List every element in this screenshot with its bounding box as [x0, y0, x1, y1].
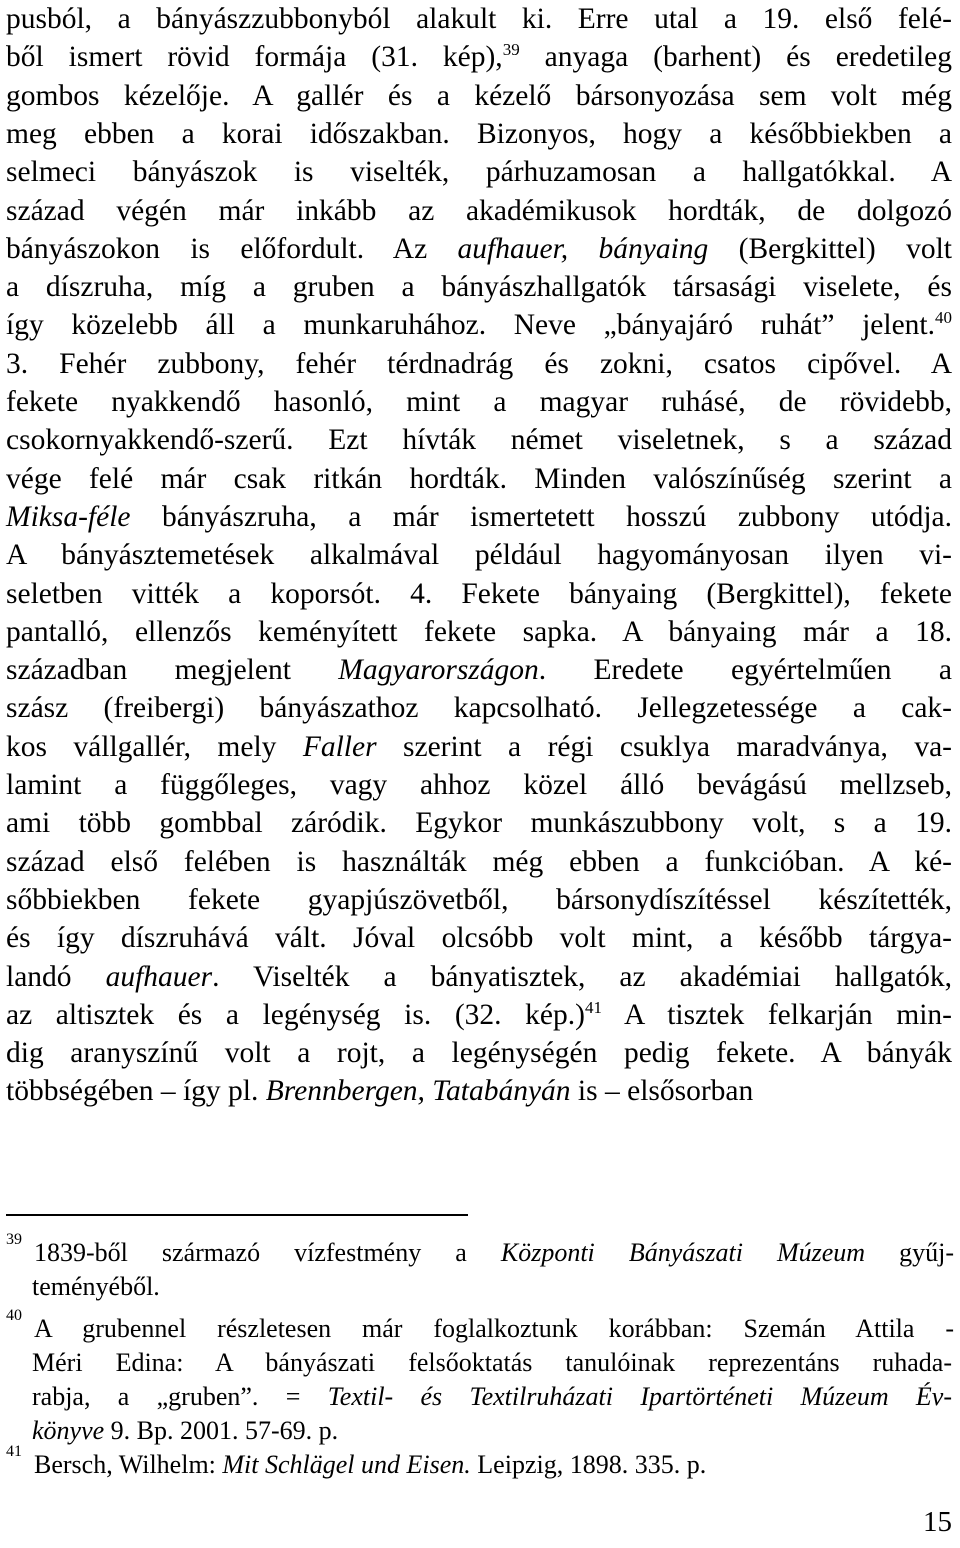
text-segment: meg ebben a korai időszakban. Bizonyos, hogy a későbbiekben a — [6, 117, 952, 150]
footnote-line — [32, 1346, 952, 1380]
body-line — [6, 689, 952, 727]
text-segment: vége felé már csak ritkán hordták. Minden valószínűség szerint a — [6, 462, 952, 495]
body-line — [6, 192, 952, 230]
text-segment: teményéből. — [32, 1272, 160, 1301]
text-segment: ami több gombbal záródik. Egykor munkászubbony volt, s a 19. — [6, 807, 952, 840]
text-segment: században megjelent — [6, 654, 339, 687]
text-segment: század végén már inkább az akadémikusok hordták, de dolgozó — [6, 194, 952, 227]
italic-text: Textil- és Textilruházati Ipartörténeti Múzeum Év- — [327, 1382, 952, 1411]
text-segment: A bányásztemetések alkalmával például hagyományosan ilyen vi- — [6, 539, 952, 572]
text-segment: . Eredete egyértelműen a — [538, 654, 952, 687]
text-segment: selmeci bányászok is viselték, párhuzamosan a hallgatókkal. A — [6, 156, 952, 189]
italic-text: Brennbergen, Tatabányán — [265, 1075, 571, 1108]
text-segment: bányászokon is előfordult. Az — [6, 232, 458, 265]
text-segment: szerint a régi csuklya maradványa, va- — [376, 730, 952, 763]
italic-text: aufhauer — [105, 960, 213, 993]
footnote-line — [32, 1270, 952, 1304]
text-segment: kos vállgallér, mely — [6, 730, 303, 763]
body-line — [6, 383, 952, 421]
text-segment: a díszruha, míg a gruben a bányászhallgatók társasági viselete, és — [6, 271, 952, 304]
italic-text: Mit Schlägel und Eisen. — [222, 1450, 471, 1479]
text-segment: seletben vitték a koporsót. 4. Fekete bányaing (Bergkittel), fekete — [6, 577, 952, 610]
body-line — [6, 230, 952, 268]
text-segment: az altisztek és a legénység is. (32. kép.) — [6, 998, 585, 1031]
text-segment: gombos kézelője. A gallér és a kézelő bársonyozása sem volt még — [6, 79, 952, 112]
body-line — [6, 0, 952, 38]
text-segment: pusból, a bányászzubbonyból alakult ki. Erre utal a 19. első felé- — [6, 3, 952, 35]
text-segment: 9. Bp. 2001. 57-69. p. — [104, 1416, 339, 1445]
italic-text: könyve — [32, 1416, 105, 1445]
text-segment: gyűj- — [865, 1238, 955, 1267]
text-segment: szász (freibergi) bányászathoz kapcsolható. Jellegzetessége a cak- — [6, 692, 952, 725]
body-line — [6, 306, 952, 344]
page-number: 15 — [923, 1506, 952, 1538]
footnote-number: 41 — [6, 1443, 22, 1460]
body-line — [6, 728, 952, 766]
body-line — [6, 38, 952, 76]
body-line — [6, 268, 952, 306]
text-segment: 3. Fehér zubbony, fehér térdnadrág és zokni, csatos cipővel. A — [6, 347, 952, 380]
text-segment: anyaga (barhent) és eredetileg — [519, 41, 952, 74]
body-line — [6, 613, 952, 651]
italic-text: Faller — [302, 730, 377, 763]
text-segment: lamint a függőleges, vagy ahhoz közel álló bevágású mellzseb, — [6, 769, 952, 801]
text-segment: . Viselték a bányatisztek, az akadémiai hallgatók, — [212, 960, 953, 993]
text-segment: 1839-ből származó vízfestmény a — [34, 1238, 501, 1267]
text-segment: A tisztek felkarján min- — [601, 998, 952, 1031]
body-line — [6, 843, 952, 881]
text-segment: pantalló, ellenzős keményített fekete sapka. A bányaing már a 18. — [6, 615, 952, 648]
body-line — [6, 651, 952, 689]
text-segment: A grubennel részletesen már foglalkoztunk korábban: Szemán Attila - — [34, 1314, 954, 1343]
footnote-line — [34, 1312, 954, 1346]
text-segment: dig aranyszínű volt a rojt, a legénységén pedig fekete. A bányák — [6, 1037, 952, 1070]
body-line — [6, 345, 952, 383]
italic-text: aufhauer, bányaing — [457, 232, 709, 265]
text-segment: Méri Edina: A bányászati felsőoktatás tanulóinak reprezentáns ruhada- — [32, 1348, 952, 1377]
text-segment: század első felében is használták még ebben a funkcióban. A ké- — [6, 845, 952, 878]
italic-text: Központi Bányászati Múzeum — [500, 1238, 866, 1267]
text-segment: bányászruha, a már ismertetett hosszú zubbony utódja. — [130, 500, 952, 533]
footnote-line — [32, 1380, 952, 1414]
text-segment: fekete nyakkendő hasonló, mint a magyar ruhásé, de rövidebb, — [6, 386, 952, 418]
italic-text: Magyarországon — [338, 654, 539, 687]
body-line — [6, 460, 952, 498]
footnote-line — [34, 1236, 954, 1270]
body-line — [6, 575, 952, 613]
text-segment: Bersch, Wilhelm: — [34, 1450, 223, 1479]
body-line — [6, 77, 952, 115]
body-line — [6, 804, 952, 842]
footnote-number: 39 — [6, 1231, 22, 1248]
body-line — [6, 919, 952, 957]
body-line — [6, 958, 952, 996]
footnote-separator — [6, 1214, 468, 1216]
body-line — [6, 996, 952, 1034]
footnote-reference: 40 — [935, 308, 952, 328]
body-line — [6, 536, 952, 574]
body-line — [6, 1034, 952, 1072]
text-segment: rabja, a „gruben”. = — [32, 1382, 328, 1411]
footnote-reference: 41 — [584, 997, 602, 1017]
text-segment: és így díszruhává vált. Jóval olcsóbb volt mint, a később tárgya- — [6, 922, 952, 955]
body-line — [6, 1072, 952, 1110]
footnote-number: 40 — [6, 1307, 22, 1324]
body-line — [6, 153, 952, 191]
footnote-line — [34, 1448, 954, 1482]
body-line — [6, 421, 952, 459]
body-line — [6, 115, 952, 153]
text-segment: (Bergkittel) volt — [708, 232, 952, 265]
footnote-line — [32, 1414, 952, 1448]
text-segment: többségében – így pl. — [6, 1075, 266, 1108]
text-segment: landó — [6, 960, 106, 993]
text-segment: Leipzig, 1898. 335. p. — [470, 1450, 707, 1479]
text-segment: is – elsősorban — [570, 1075, 754, 1108]
body-line — [6, 498, 952, 536]
text-segment: ből ismert rövid formája (31. kép), — [6, 41, 503, 74]
text-segment: sőbbiekben fekete gyapjúszövetből, bársonydíszítéssel készítették, — [6, 883, 952, 916]
body-line — [6, 881, 952, 919]
text-segment: így közelebb áll a munkaruhához. Neve „bányajáró ruhát” jelent. — [6, 309, 935, 342]
text-segment: csokornyakkendő-szerű. Ezt hívták német viseletnek, s a század — [6, 424, 952, 457]
body-line — [6, 766, 952, 804]
footnote-reference: 39 — [502, 40, 520, 60]
italic-text: Miksa-féle — [6, 500, 131, 533]
